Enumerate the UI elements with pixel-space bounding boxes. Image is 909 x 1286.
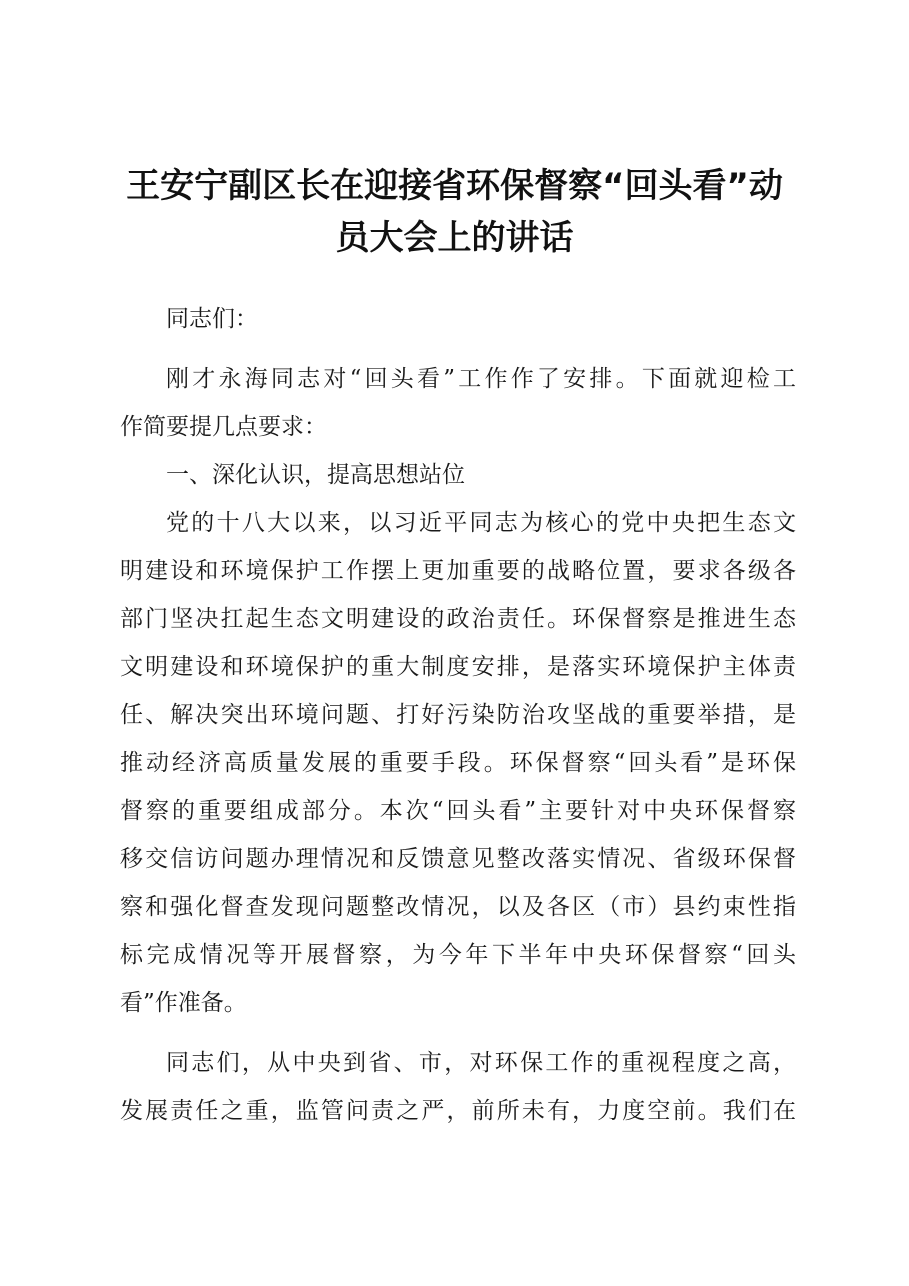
paragraph-line: 任、解决突出环境问题、打好污染防治攻坚战的重要举措，是: [120, 702, 796, 728]
paragraph-line: 部门坚决扛起生态文明建设的政治责任。环保督察是推进生态: [120, 606, 796, 632]
paragraph-one: [120, 499, 796, 1027]
paragraph-line: 作简要提几点要求：: [120, 414, 327, 440]
section-heading: 一、深化认识，提高思想站位: [166, 462, 465, 488]
document-body: [120, 295, 796, 1135]
paragraph-line: 移交信访问题办理情况和反馈意见整改落实情况、省级环保督: [120, 846, 796, 872]
paragraph-line: 察和强化督查发现问题整改情况，以及各区（市）县约束性指: [120, 894, 796, 920]
paragraph-line: 文明建设和环境保护的重大制度安排，是落实环境保护主体责: [120, 654, 796, 680]
paragraph-line: 发展责任之重，监管问责之严，前所未有，力度空前。我们在: [120, 1098, 796, 1124]
document-title: [100, 160, 809, 264]
paragraph-line: 刚才永海同志对“回头看”工作作了安排。下面就迎检工: [166, 366, 796, 392]
paragraph-line: 同志们，从中央到省、市，对环保工作的重视程度之高，: [166, 1050, 796, 1076]
paragraph-line: 推动经济高质量发展的重要手段。环保督察“回头看”是环保: [120, 750, 796, 776]
salutation: 同志们：: [166, 306, 258, 332]
title-line-2: 员大会上的讲话: [335, 218, 574, 258]
paragraph-line: 标完成情况等开展督察，为今年下半年中央环保督察“回头: [120, 942, 796, 968]
paragraph-two: [120, 1039, 796, 1135]
paragraph-intro: [120, 355, 796, 451]
paragraph-line: 明建设和环境保护工作摆上更加重要的战略位置，要求各级各: [120, 558, 796, 584]
paragraph-line: 党的十八大以来，以习近平同志为核心的党中央把生态文: [166, 510, 796, 536]
title-line-1: 王安宁副区长在迎接省环保督察“回头看”动: [126, 166, 783, 206]
paragraph-line: 督察的重要组成部分。本次“回头看”主要针对中央环保督察: [120, 798, 796, 824]
paragraph-line: 看”作准备。: [120, 990, 247, 1016]
